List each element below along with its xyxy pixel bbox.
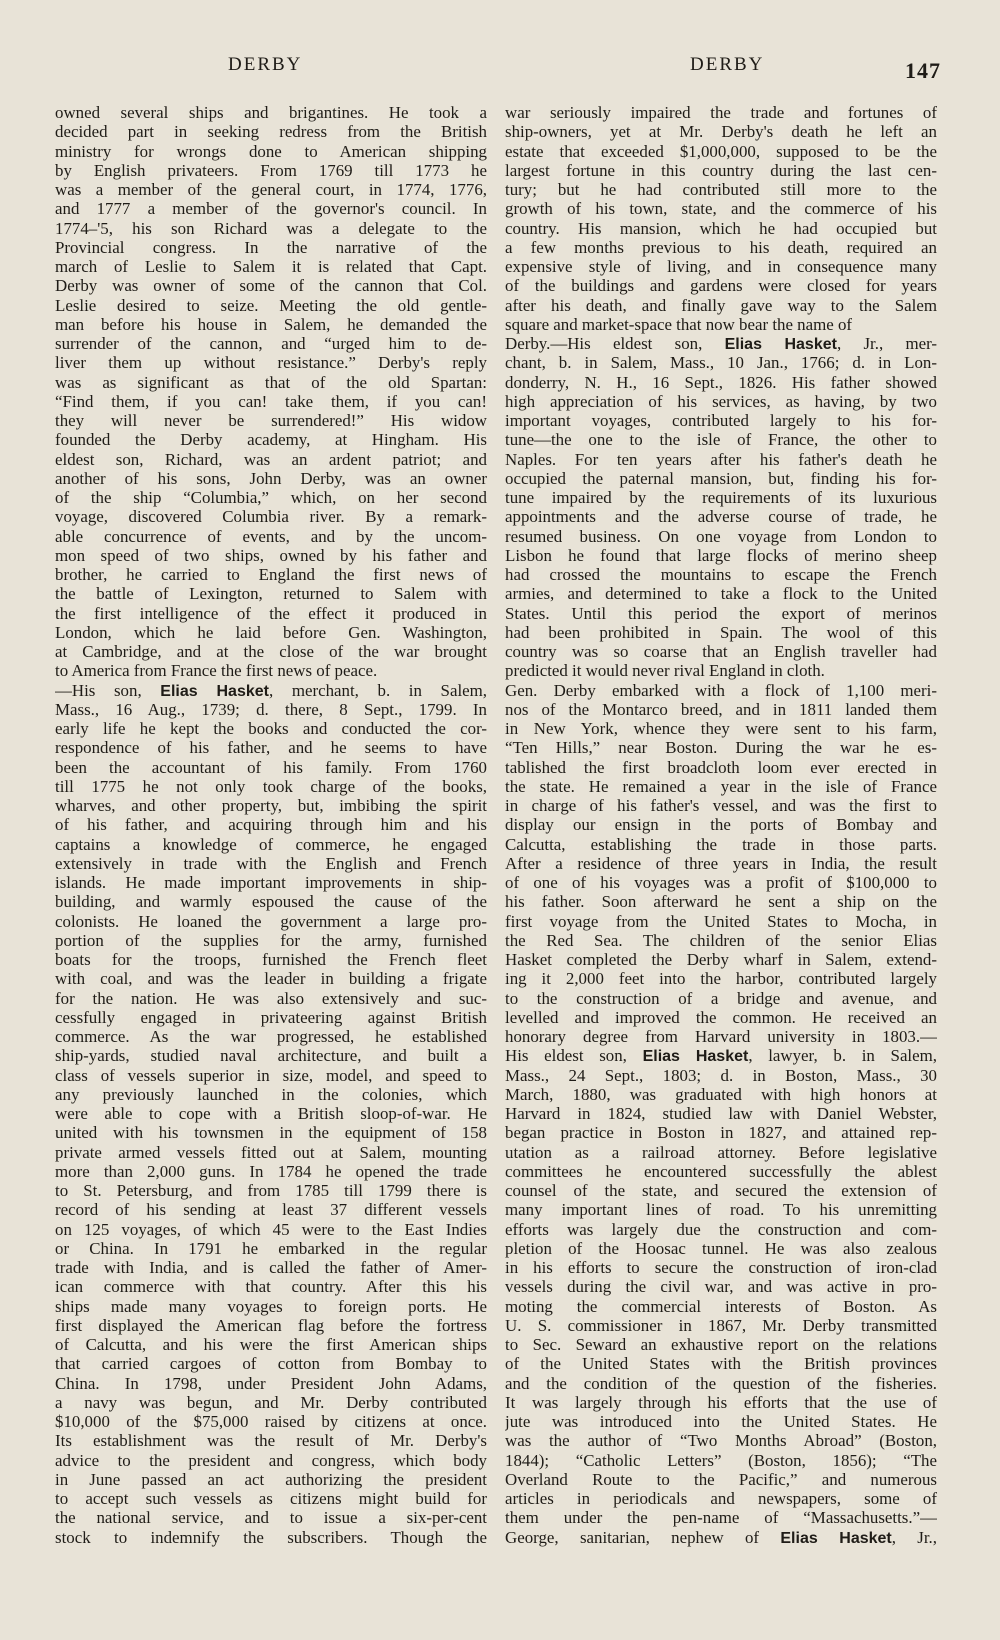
text-line: It was largely through his efforts that the use of [505,1392,937,1412]
text-line: them under the pen-name of “Massachusetts.”— [505,1508,937,1528]
text-line: was a member of the general court, in 1774, 1776, [55,180,487,199]
text-line: a navy was begun, and Mr. Derby contributed [55,1392,487,1412]
text-line: moting the commercial interests of Boston. As [505,1296,937,1316]
text-line: Lisbon he found that large flocks of merino sheep [505,545,937,565]
right-text-column [505,103,937,1547]
text-line: After a residence of three years in India, the result [505,853,937,873]
text-line: and the condition of the question of the fisheries. [505,1373,937,1393]
text-line: ministry for wrongs done to American shipping [55,141,487,161]
text-line: that carried cargoes of cotton from Bombay to [55,1354,487,1374]
text-line: till 1775 he not only took charge of the books, [55,776,487,796]
text-line: had crossed the mountains to escape the French [505,565,937,584]
text-line: ing it 2,000 feet into the harbor, contributed largely [505,969,937,989]
text-line: jute was introduced into the United States. He [505,1412,937,1431]
text-line: was as significant as that of the old Spartan: [55,372,487,392]
text-line: Mass., 24 Sept., 1803; d. in Boston, Mass., 30 [505,1065,937,1085]
text-line: growth of his town, state, and the commerce of his [505,199,937,219]
text-line: of Calcutta, and his were the first American ships [55,1335,487,1354]
text-line: many important lines of road. To his unremitting [505,1200,937,1220]
text-line: in June passed an act authorizing the president [55,1469,487,1489]
text-line: began practice in Boston in 1827, and attained rep- [505,1123,937,1143]
text-line: $10,000 of the $75,000 raised by citizens at once. [55,1412,487,1431]
text-line: cessfully engaged in privateering against British [55,1007,487,1027]
text-line: captains a knowledge of commerce, he engaged [55,834,487,854]
text-line: to accept such vessels as citizens might build for [55,1489,487,1508]
text-line: record of his sending at least 37 different vessels [55,1200,487,1220]
text-line: ship-owners, yet at Mr. Derby's death he left an [505,122,937,142]
text-line: founded the Derby academy, at Hingham. His [55,430,487,450]
text-line: important voyages, contributed largely to his for- [505,411,937,430]
text-line: occupied the paternal mansion, but, finding his for- [505,468,937,488]
text-line: advice to the president and congress, which body [55,1450,487,1470]
text-line: man before his house in Salem, he demanded the [55,314,487,334]
text-line: private armed vessels fitted out at Salem, mounting [55,1142,487,1162]
text-line: had been prohibited in Spain. The wool of this [505,622,937,642]
text-line: united with his townsmen in the equipment of 158 [55,1123,487,1143]
text-line: tune—the one to the isle of France, the other to [505,430,937,450]
text-line: the national service, and to issue a six-per-cent [55,1508,487,1528]
text-line: war seriously impaired the trade and fortunes of [505,103,937,122]
text-line: islands. He made important improvements in ship- [55,873,487,892]
text-line: Provincial congress. In the narrative of the [55,237,487,257]
text-line: —His son, Elias Hasket, merchant, b. in Salem, [55,680,487,700]
text-line: decided part in seeking redress from the British [55,122,487,142]
left-text-column [55,103,487,1547]
text-line: eldest son, Richard, was an ardent patriot; and [55,449,487,469]
text-line: or China. In 1791 he embarked in the regular [55,1238,487,1258]
text-line: of one of his voyages was a profit of $100,000 to [505,873,937,892]
text-line: mon speed of two ships, owned by his father and [55,545,487,565]
text-line: more than 2,000 guns. In 1784 he opened the trade [55,1161,487,1181]
text-line: Naples. For ten years after his father's death he [505,449,937,469]
text-line: to St. Petersburg, and from 1785 till 1799 there is [55,1181,487,1200]
text-line: His eldest son, Elias Hasket, lawyer, b. in Salem, [505,1046,937,1066]
text-line: utation as a railroad attorney. Before legislative [505,1142,937,1162]
text-line: expensive style of living, and in consequence many [505,257,937,276]
text-line: in charge of his father's vessel, and was the first to [505,796,937,815]
text-line: by English privateers. From 1769 till 1773 he [55,160,487,180]
text-line: Hasket completed the Derby wharf in Salem, extend- [505,950,937,969]
text-line: armies, and determined to take a flock to the United [505,584,937,604]
text-line: his father. Soon afterward he sent a ship on the [505,892,937,912]
text-line: first displayed the American flag before the fortress [55,1315,487,1335]
text-line: Derby was owner of some of the cannon that Col. [55,276,487,296]
page-number: 147 [905,58,941,83]
text-line: after his death, and finally gave way to the Salem [505,295,937,315]
text-line: was the author of “Two Months Abroad” (Boston, [505,1431,937,1451]
text-line: London, which he laid before Gen. Washington, [55,622,487,642]
text-line: at Cambridge, and at the close of the war brought [55,642,487,661]
text-line: efforts was largely due the construction and com- [505,1219,937,1239]
text-line: the first intelligence of the effect it produced in [55,603,487,623]
text-line: early life he kept the books and conducted the cor- [55,719,487,738]
text-line: extensively in trade with the English and French [55,853,487,873]
text-line: of his father, and acquiring through him and his [55,815,487,835]
text-line: honorary degree from Harvard university in 1803.— [505,1027,937,1046]
text-line: to America from France the first news of peace. [55,661,378,681]
text-line: donderry, N. H., 16 Sept., 1826. His father showed [505,372,937,392]
text-line: display our ensign in the ports of Bombay and [505,815,937,835]
text-line: predicted it would never rival England in cloth. [505,661,825,681]
text-line: on 125 voyages, of which 45 were to the East Indies [55,1219,487,1239]
text-line: class of vessels superior in size, model, and speed to [55,1065,487,1085]
text-line: portion of the supplies for the army, furnished [55,930,487,950]
text-line: States. Until this period the export of merinos [505,603,937,623]
text-line: Gen. Derby embarked with a flock of 1,100 meri- [505,680,937,700]
running-head-right: DERBY [690,54,765,75]
text-line: “Ten Hills,” near Boston. During the war he es- [505,738,937,758]
text-line: committees he encountered successfully the ablest [505,1161,937,1181]
text-line: the Red Sea. The children of the senior Elias [505,930,937,950]
text-line: articles in periodicals and newspapers, some of [505,1489,937,1508]
text-line: with coal, and was the leader in building a frigate [55,969,487,989]
text-line: March, 1880, was graduated with high honors at [505,1084,937,1104]
text-line: appointments and the adverse course of trade, he [505,507,937,527]
text-line: of the ship “Columbia,” which, on her second [55,488,487,507]
text-line: “Find them, if you can! take them, if you can! [55,391,487,411]
text-line: largest fortune in this country during the last cen- [505,160,937,180]
text-line: for the nation. He was also extensively and suc- [55,988,487,1008]
text-line: another of his sons, John Derby, was an owner [55,468,487,488]
text-line: able concurrence of events, and by the uncom- [55,526,487,546]
text-line: high appreciation of his services, as having, by two [505,391,937,411]
text-line: George, sanitarian, nephew of Elias Hasket, Jr., [505,1527,937,1547]
text-line: U. S. commissioner in 1867, Mr. Derby transmitted [505,1315,937,1335]
text-line: country. His mansion, which he had occupied but [505,218,937,238]
text-line: Overland Route to the Pacific,” and numerous [505,1469,937,1489]
text-line: in New York, whence they were sent to his farm, [505,719,937,738]
text-line: to the construction of a bridge and avenue, and [505,988,937,1008]
text-line: counsel of the state, and secured the extension of [505,1181,937,1200]
text-line: stock to indemnify the subscribers. Though the [55,1527,487,1547]
text-line: building, and warmly espoused the cause of the [55,892,487,912]
text-line: Its establishment was the result of Mr. Derby's [55,1431,487,1451]
text-line: to Sec. Seward an exhaustive report on the relations [505,1335,937,1354]
text-line: country was so coarse that an English traveller had [505,642,937,661]
text-line: liver them up without resistance.” Derby's reply [55,353,487,373]
text-line: Calcutta, establishing the trade in those parts. [505,834,937,854]
text-line: boats for the troops, furnished the French fleet [55,950,487,969]
text-line: Mass., 16 Aug., 1739; d. there, 8 Sept., 1799. In [55,699,487,719]
text-line: were able to cope with a British sloop-of-war. He [55,1104,487,1123]
text-line: respondence of his father, and he seems to have [55,738,487,758]
running-head-left: DERBY [228,54,303,75]
text-line: the battle of Lexington, returned to Salem with [55,584,487,604]
text-line: of the United States with the British provinces [505,1354,937,1374]
text-line: Leslie desired to seize. Meeting the old gentle- [55,295,487,315]
text-line: and 1777 a member of the governor's council. In [55,199,487,219]
text-line: tablished the first broadcloth loom ever erected in [505,757,937,777]
text-line: 1774–'5, his son Richard was a delegate to the [55,218,487,238]
text-line: colonists. He loaned the government a large pro- [55,911,487,931]
text-line: first voyage from the United States to Mocha, in [505,911,937,931]
text-line: vessels during the civil war, and was active in pro- [505,1277,937,1297]
text-line: square and market-space that now bear the name of [505,314,853,334]
text-line: voyage, discovered Columbia river. By a remark- [55,507,487,527]
text-line: ican commerce with that country. After this his [55,1277,487,1297]
text-line: march of Leslie to Salem it is related that Capt. [55,257,487,276]
text-line: they will never be surrendered!” His widow [55,411,487,430]
text-line: tune impaired by the requirements of its luxurious [505,488,937,507]
text-line: brother, he carried to England the first news of [55,565,487,584]
text-line: pletion of the Hoosac tunnel. He was also zealous [505,1238,937,1258]
text-line: ship-yards, studied naval architecture, and built a [55,1046,487,1066]
text-line: owned several ships and brigantines. He took a [55,103,487,122]
text-line: surrender of the cannon, and “urged him to de- [55,334,487,353]
text-line: in his efforts to secure the construction of iron-clad [505,1258,937,1277]
text-line: been the accountant of his family. From 1760 [55,757,487,777]
text-line: nos of the Montarco breed, and in 1811 landed them [505,699,937,719]
text-line: resumed business. On one voyage from London to [505,526,937,546]
text-line: China. In 1798, under President John Adams, [55,1373,487,1393]
text-line: chant, b. in Salem, Mass., 10 Jan., 1766; d. in Lon- [505,353,937,373]
text-line: any previously launched in the colonies, which [55,1084,487,1104]
text-line: trade with India, and is called the father of Amer- [55,1258,487,1277]
text-line: estate that exceeded $1,000,000, supposed to be the [505,141,937,161]
text-line: levelled and improved the common. He received an [505,1007,937,1027]
text-line: 1844); “Catholic Letters” (Boston, 1856); “The [505,1450,937,1470]
text-line: wharves, and other property, but, imbibing the spirit [55,796,487,815]
text-line: the state. He remained a year in the isle of France [505,776,937,796]
text-line: Harvard in 1824, studied law with Daniel Webster, [505,1104,937,1123]
text-line: ships made many voyages to foreign ports. He [55,1296,487,1316]
text-line: a few months previous to his death, required an [505,237,937,257]
text-line: Derby.—His eldest son, Elias Hasket, Jr., mer- [505,334,937,353]
text-line: tury; but he had contributed still more to the [505,180,937,199]
text-line: of the buildings and gardens were closed for years [505,276,937,296]
text-line: commerce. As the war progressed, he established [55,1027,487,1046]
